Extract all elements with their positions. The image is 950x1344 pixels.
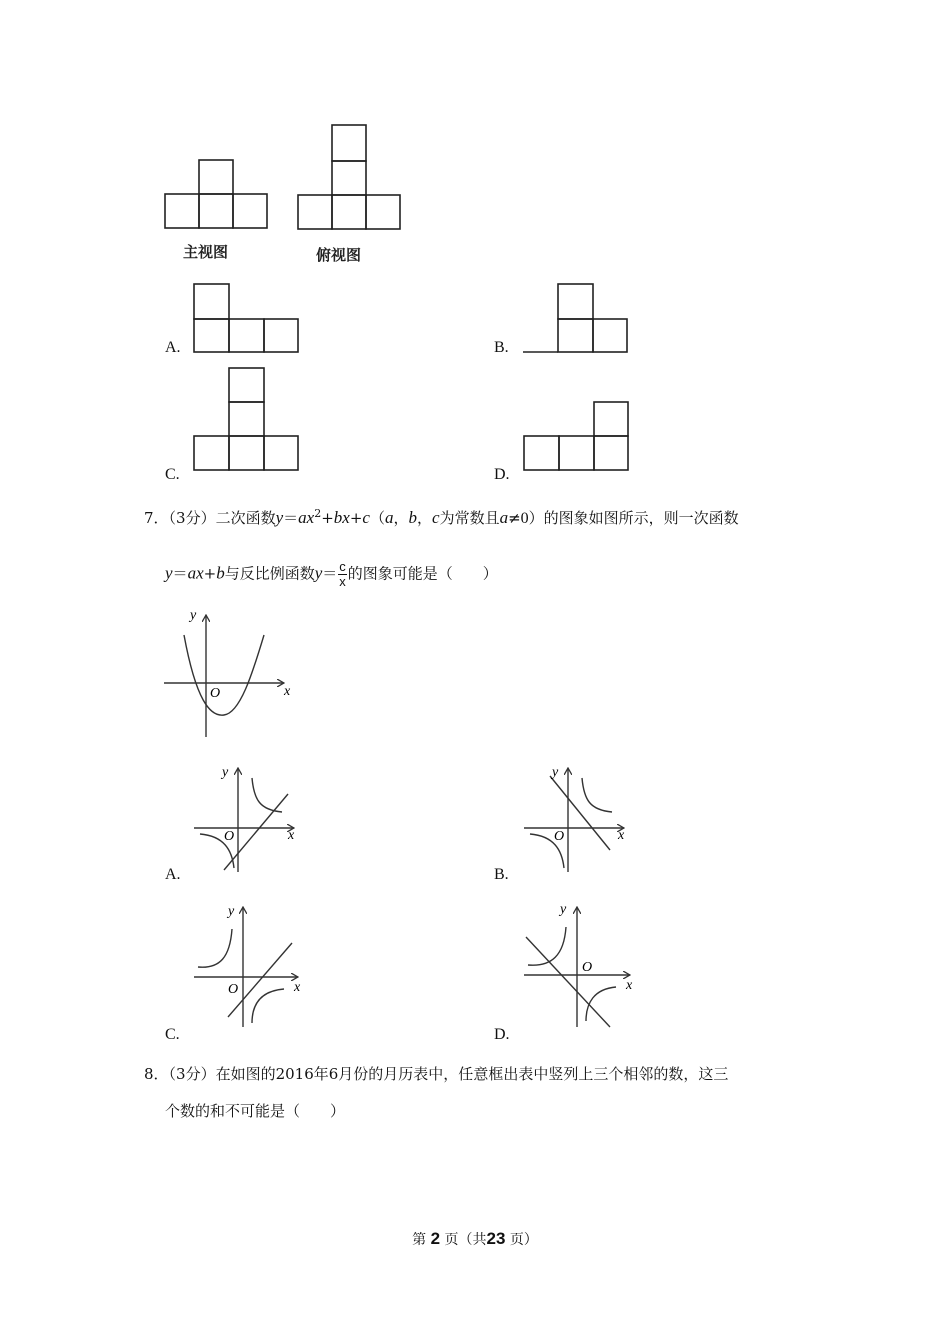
- y-axis-label: y: [552, 765, 559, 780]
- page-footer: 第 2 页（共23 页）: [412, 1229, 538, 1248]
- q7-option-b-graph[interactable]: [520, 760, 640, 880]
- y-axis-label: y: [190, 608, 197, 623]
- y-axis-label: y: [228, 904, 235, 919]
- top-view-figure: [293, 118, 408, 233]
- q8-score: （3分）: [168, 1065, 216, 1083]
- q7-option-d-label[interactable]: D.: [494, 1026, 510, 1043]
- q8-number: 8．: [144, 1065, 169, 1083]
- q6-option-c-label[interactable]: C.: [165, 466, 180, 483]
- q8-line1: 8．（3分）在如图的2016年6月份的月历表中，任意框出表中竖列上三个相邻的数，这三: [144, 1065, 729, 1083]
- q8-line2: 个数的和不可能是（ ）: [165, 1102, 346, 1120]
- origin-label: O: [554, 829, 565, 844]
- q7-parabola-graph: [160, 605, 300, 745]
- q6-option-a-label[interactable]: A.: [165, 339, 181, 356]
- origin-label: O: [224, 829, 235, 844]
- q7-option-a-label[interactable]: A.: [165, 866, 181, 883]
- origin-label: O: [582, 960, 593, 975]
- q7-option-a-graph[interactable]: [190, 760, 310, 880]
- front-view-figure: [160, 150, 275, 235]
- q7-option-d-graph[interactable]: [520, 895, 640, 1035]
- q6-option-b-label[interactable]: B.: [494, 339, 509, 356]
- q7-option-c-graph[interactable]: [190, 895, 310, 1035]
- y-axis-label: y: [560, 902, 567, 917]
- q7-option-b-label[interactable]: B.: [494, 866, 509, 883]
- q7-number: 7．: [144, 509, 169, 527]
- x-axis-label: x: [618, 828, 625, 843]
- q6-option-c-figure[interactable]: [190, 364, 305, 479]
- x-axis-label: x: [294, 980, 301, 995]
- q6-option-b-figure[interactable]: [520, 280, 635, 360]
- q6-option-a-figure[interactable]: [190, 280, 305, 360]
- page-total: 23: [486, 1229, 506, 1248]
- x-axis-label: x: [626, 978, 633, 993]
- q6-option-d-figure[interactable]: [520, 398, 635, 478]
- front-view-label: 主视图: [183, 243, 229, 261]
- fraction-c-over-x: $\frac{c}{x}$: [339, 559, 346, 589]
- q7-line1: 7．（3分）二次函数$y=ax^2+bx+c(a$，b，c为常数且a≠0）的图象如图所示，则一次函数: [144, 507, 739, 527]
- q7-line2: y＝ax+b与反比例函数y＝ $\frac{c}{x}$ 的图象可能是（ ）: [165, 559, 498, 589]
- q7-score: （3分）: [168, 509, 216, 527]
- q7-option-c-label[interactable]: C.: [165, 1026, 180, 1043]
- y-axis-label: y: [222, 765, 229, 780]
- q6-option-d-label[interactable]: D.: [494, 466, 510, 483]
- x-axis-label: x: [288, 828, 295, 843]
- origin-label: O: [228, 982, 239, 997]
- top-view-label: 俯视图: [316, 246, 362, 264]
- page-number: 2: [430, 1229, 441, 1248]
- x-axis-label: x: [284, 684, 291, 699]
- origin-label: O: [210, 686, 221, 701]
